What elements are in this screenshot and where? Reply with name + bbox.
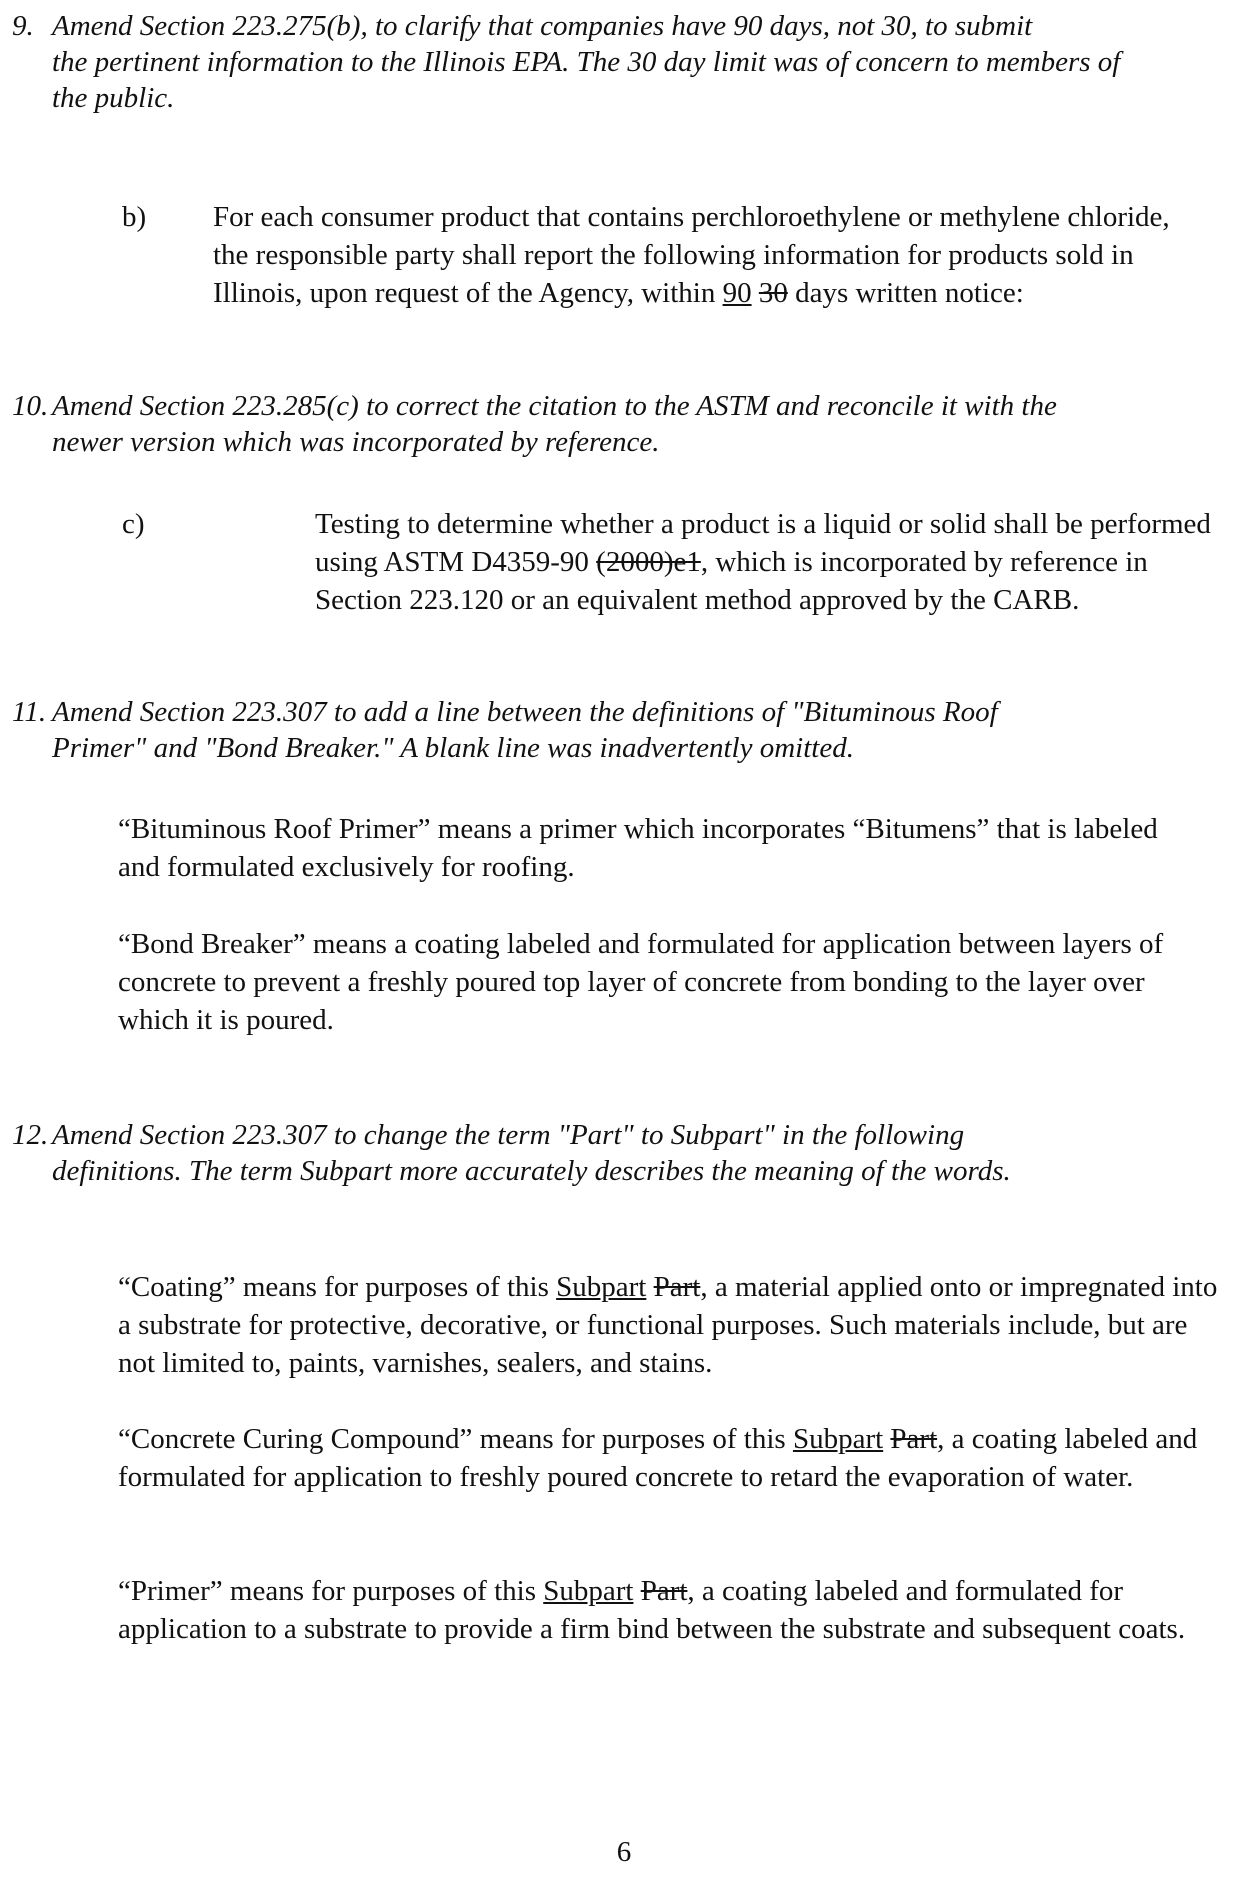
deleted-text: 30 — [758, 277, 788, 309]
item-10-body — [315, 505, 1220, 619]
definition-concrete-curing-compound — [118, 1420, 1198, 1496]
item-9-heading — [12, 8, 1237, 116]
item-12-heading — [12, 1117, 1237, 1189]
body-text: “Coating” means for purposes of this — [118, 1271, 557, 1303]
subsection-label: b) — [122, 201, 147, 233]
body-text: For each consumer product that contains perchloroethylene or methylene chloride, the responsible party shall report the following information for products sold in Illinois, upon request of the Agency, within — [213, 201, 1170, 309]
item-11-heading — [12, 694, 1237, 766]
body-text: , a material applied onto or impregnated into a substrate for protective, decorative, or functional purposes. Such materials include, but are not limited to, paints, varnishes, sealers, and stains. — [118, 1271, 1218, 1379]
inserted-text: 90 — [722, 277, 752, 309]
heading-text-cont: the pertinent information to the Illinois EPA. The 30 day limit was of concern to members of the public. — [52, 46, 1121, 114]
item-9-body — [213, 198, 1193, 312]
inserted-text: Subpart — [543, 1575, 634, 1607]
body-text: , which is incorporated by reference in Section 223.120 or an equivalent method approved by the CARB. — [315, 546, 1148, 616]
heading-text: Amend Section 223.285(c) to correct the citation to the ASTM and reconcile it with the — [52, 390, 1057, 422]
body-text: , a coating labeled and formulated for application to freshly poured concrete to retard the evaporation of water. — [118, 1423, 1198, 1493]
deleted-text: (2000)e1 — [596, 546, 701, 578]
item-number: 9. — [12, 10, 34, 42]
page-number: 6 — [616, 1836, 632, 1868]
deleted-text: Part — [890, 1423, 938, 1455]
heading-text-cont: Primer" and "Bond Breaker." A blank line was inadvertently omitted. — [52, 732, 854, 764]
heading-text: Amend Section 223.307 to change the term "Part" to Subpart" in the following — [52, 1119, 965, 1151]
body-text: , a coating labeled and formulated for application to a substrate to provide a firm bind between the substrate and subsequent coats. — [118, 1575, 1186, 1645]
deleted-text: Part — [653, 1271, 701, 1303]
heading-text-cont: definitions. The term Subpart more accurately describes the meaning of the words. — [52, 1155, 1011, 1187]
item-10-heading — [12, 388, 1237, 460]
definition-bituminous-roof-primer: “Bituminous Roof Primer” means a primer which incorporates “Bitumens” that is labeled and formulated exclusively for roofing. — [118, 813, 1158, 883]
body-text: Testing to determine whether a product is a liquid or solid shall be performed using ASTM D4359-90 — [315, 508, 1211, 578]
definition-bond-breaker: “Bond Breaker” means a coating labeled and formulated for application between layers of concrete to prevent a freshly poured top layer of concrete from bonding to the layer over which it is poured. — [118, 928, 1164, 1036]
item-number: 10. — [12, 390, 49, 422]
definition-primer — [118, 1572, 1223, 1648]
body-text: “Primer” means for purposes of this — [118, 1575, 544, 1607]
inserted-text: Subpart — [792, 1423, 884, 1455]
item-number: 12. — [12, 1119, 49, 1151]
heading-text: Amend Section 223.307 to add a line between the definitions of "Bituminous Roof — [52, 696, 998, 728]
definition-coating — [118, 1268, 1223, 1382]
deleted-text: Part — [640, 1575, 688, 1607]
subsection-label: c) — [122, 508, 145, 540]
heading-text-cont: newer version which was incorporated by reference. — [52, 426, 660, 458]
item-number: 11. — [12, 696, 47, 728]
body-text: days written notice: — [787, 277, 1024, 309]
body-text: “Concrete Curing Compound” means for purposes of this — [118, 1423, 793, 1455]
inserted-text: Subpart — [556, 1271, 647, 1303]
heading-text: Amend Section 223.275(b), to clarify that companies have 90 days, not 30, to submit — [52, 10, 1033, 42]
